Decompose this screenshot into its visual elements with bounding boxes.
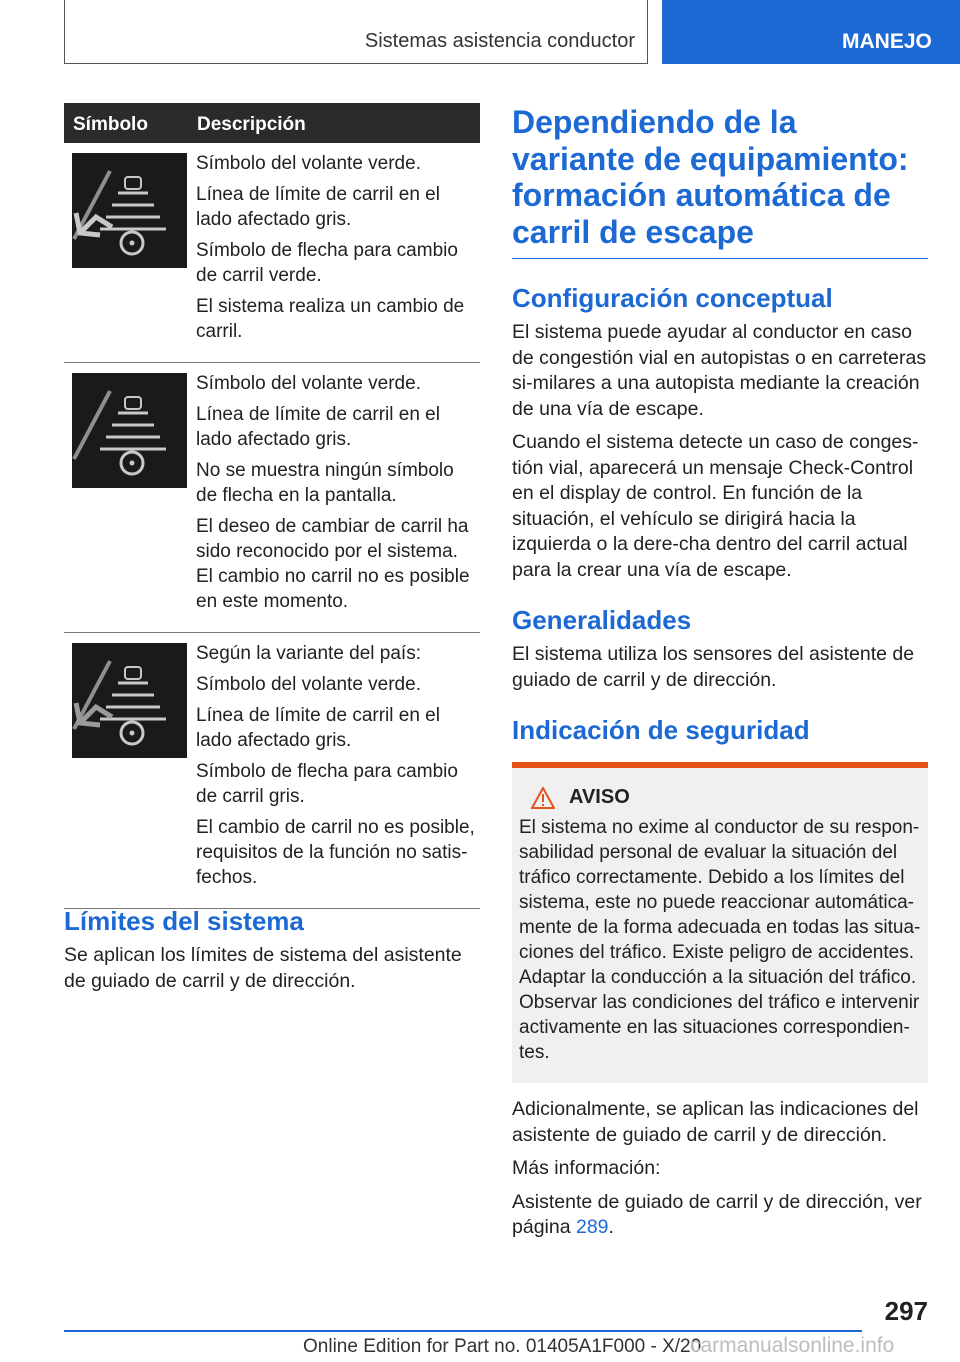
description-line: Símbolo de flecha para cambio de carril verde. <box>196 240 458 286</box>
right-column <box>512 104 928 1249</box>
safety-heading: Indicación de seguridad <box>512 715 810 745</box>
column-header-symbol: Símbolo <box>73 114 148 135</box>
system-limits-text: Se aplican los límites de sistema del asistente de guiado de carril y de dirección. <box>64 944 462 992</box>
description-line: Símbolo del volante verde. <box>196 373 421 394</box>
warning-triangle-icon <box>531 787 555 809</box>
edition-text: Online Edition for Part no. 01405A1F000 - X/20 <box>303 1336 702 1357</box>
warning-header <box>519 786 922 809</box>
general-paragraph: El sistema utiliza los sensores del asistente de guiado de carril y de dirección. <box>512 643 915 691</box>
concept-heading: Configuración conceptual <box>512 283 833 313</box>
lane-change-no-arrow-icon <box>72 373 187 488</box>
header-chapter-tab[interactable] <box>662 0 960 64</box>
symbol-table <box>64 103 480 909</box>
header-section-box <box>64 0 648 64</box>
concept-paragraph-1: El sistema puede ayudar al conductor en caso de congestión vial en autopistas o en carreteras si-milares a una autopista mediante la creación de una vía de escape. <box>512 321 927 420</box>
warning-label: AVISO <box>569 786 630 808</box>
description-line: Símbolo del volante verde. <box>196 153 421 174</box>
section-title: Sistemas asistencia conductor <box>364 30 635 52</box>
row-description <box>196 633 480 908</box>
reference-end: . <box>608 1216 614 1238</box>
footer-divider <box>64 1330 862 1332</box>
page-reference-link[interactable]: 289 <box>575 1216 609 1238</box>
system-limits-heading: Límites del sistema <box>64 906 304 936</box>
general-heading: Generalidades <box>512 605 692 635</box>
description-line: El sistema realiza un cambio de carril. <box>196 296 465 342</box>
table-row <box>64 633 480 909</box>
description-line: Símbolo de flecha para cambio de carril gris. <box>196 761 458 807</box>
concept-paragraph-2: Cuando el sistema detecte un caso de conges-tión vial, aparecerá un mensaje Check-Control en el display de control. En función de la situación, el vehículo se dirigirá hacia la izquierda o la dere-cha dentro del carril actual para la crear una vía de escape. <box>512 431 919 581</box>
description-line: El cambio de carril no es posible, requisitos de la función no satis-fechos. <box>196 817 475 888</box>
description-line: Según la variante del país: <box>196 643 421 664</box>
warning-box <box>512 762 928 1083</box>
lane-change-arrow-gray-icon <box>72 643 187 758</box>
description-line: Símbolo del volante verde. <box>196 674 421 695</box>
reference-text: Asistente de guiado de carril y de dirección, ver página <box>512 1190 922 1238</box>
system-limits-section <box>64 906 480 1002</box>
row-description <box>196 143 480 362</box>
page-number: 297 <box>884 1296 928 1326</box>
table-header <box>64 103 480 143</box>
warning-text: El sistema no exime al conductor de su respon-sabilidad personal de evaluar la situación del tráfico correctamente. Debido a los límites del sistema, este no puede reaccionar automática-mente de la forma adecuada en todas las situa-ciones del tráfico. Existe peligro de accidentes. Adaptar la conducción a la situación del tráfico. Observar las condiciones del tráfico e intervenir activamente en las situaciones correspondien-tes. <box>519 817 921 1063</box>
lane-change-arrow-green-icon <box>72 153 187 268</box>
column-header-description: Descripción <box>197 114 306 135</box>
description-line: El deseo de cambiar de carril ha sido reconocido por el sistema. El cambio no carril no es posible en este momento. <box>196 516 470 612</box>
watermark: carmanualsonline.info <box>690 1334 895 1357</box>
description-line: No se muestra ningún símbolo de flecha en la pantalla. <box>196 460 454 506</box>
table-row <box>64 143 480 363</box>
description-line: Línea de límite de carril en el lado afectado gris. <box>196 705 440 751</box>
additional-paragraph: Adicionalmente, se aplican las indicaciones del asistente de guiado de carril y de dirección. <box>512 1098 919 1146</box>
reference-paragraph <box>512 1190 928 1241</box>
description-line: Línea de límite de carril en el lado afectado gris. <box>196 184 440 230</box>
chapter-title: MANEJO <box>842 30 932 53</box>
row-description <box>196 363 480 632</box>
description-line: Línea de límite de carril en el lado afectado gris. <box>196 404 440 450</box>
page-title: Dependiendo de la variante de equipamiento: formación automática de carril de escape <box>512 104 928 259</box>
table-row <box>64 363 480 633</box>
more-info-label: Más información: <box>512 1157 661 1179</box>
